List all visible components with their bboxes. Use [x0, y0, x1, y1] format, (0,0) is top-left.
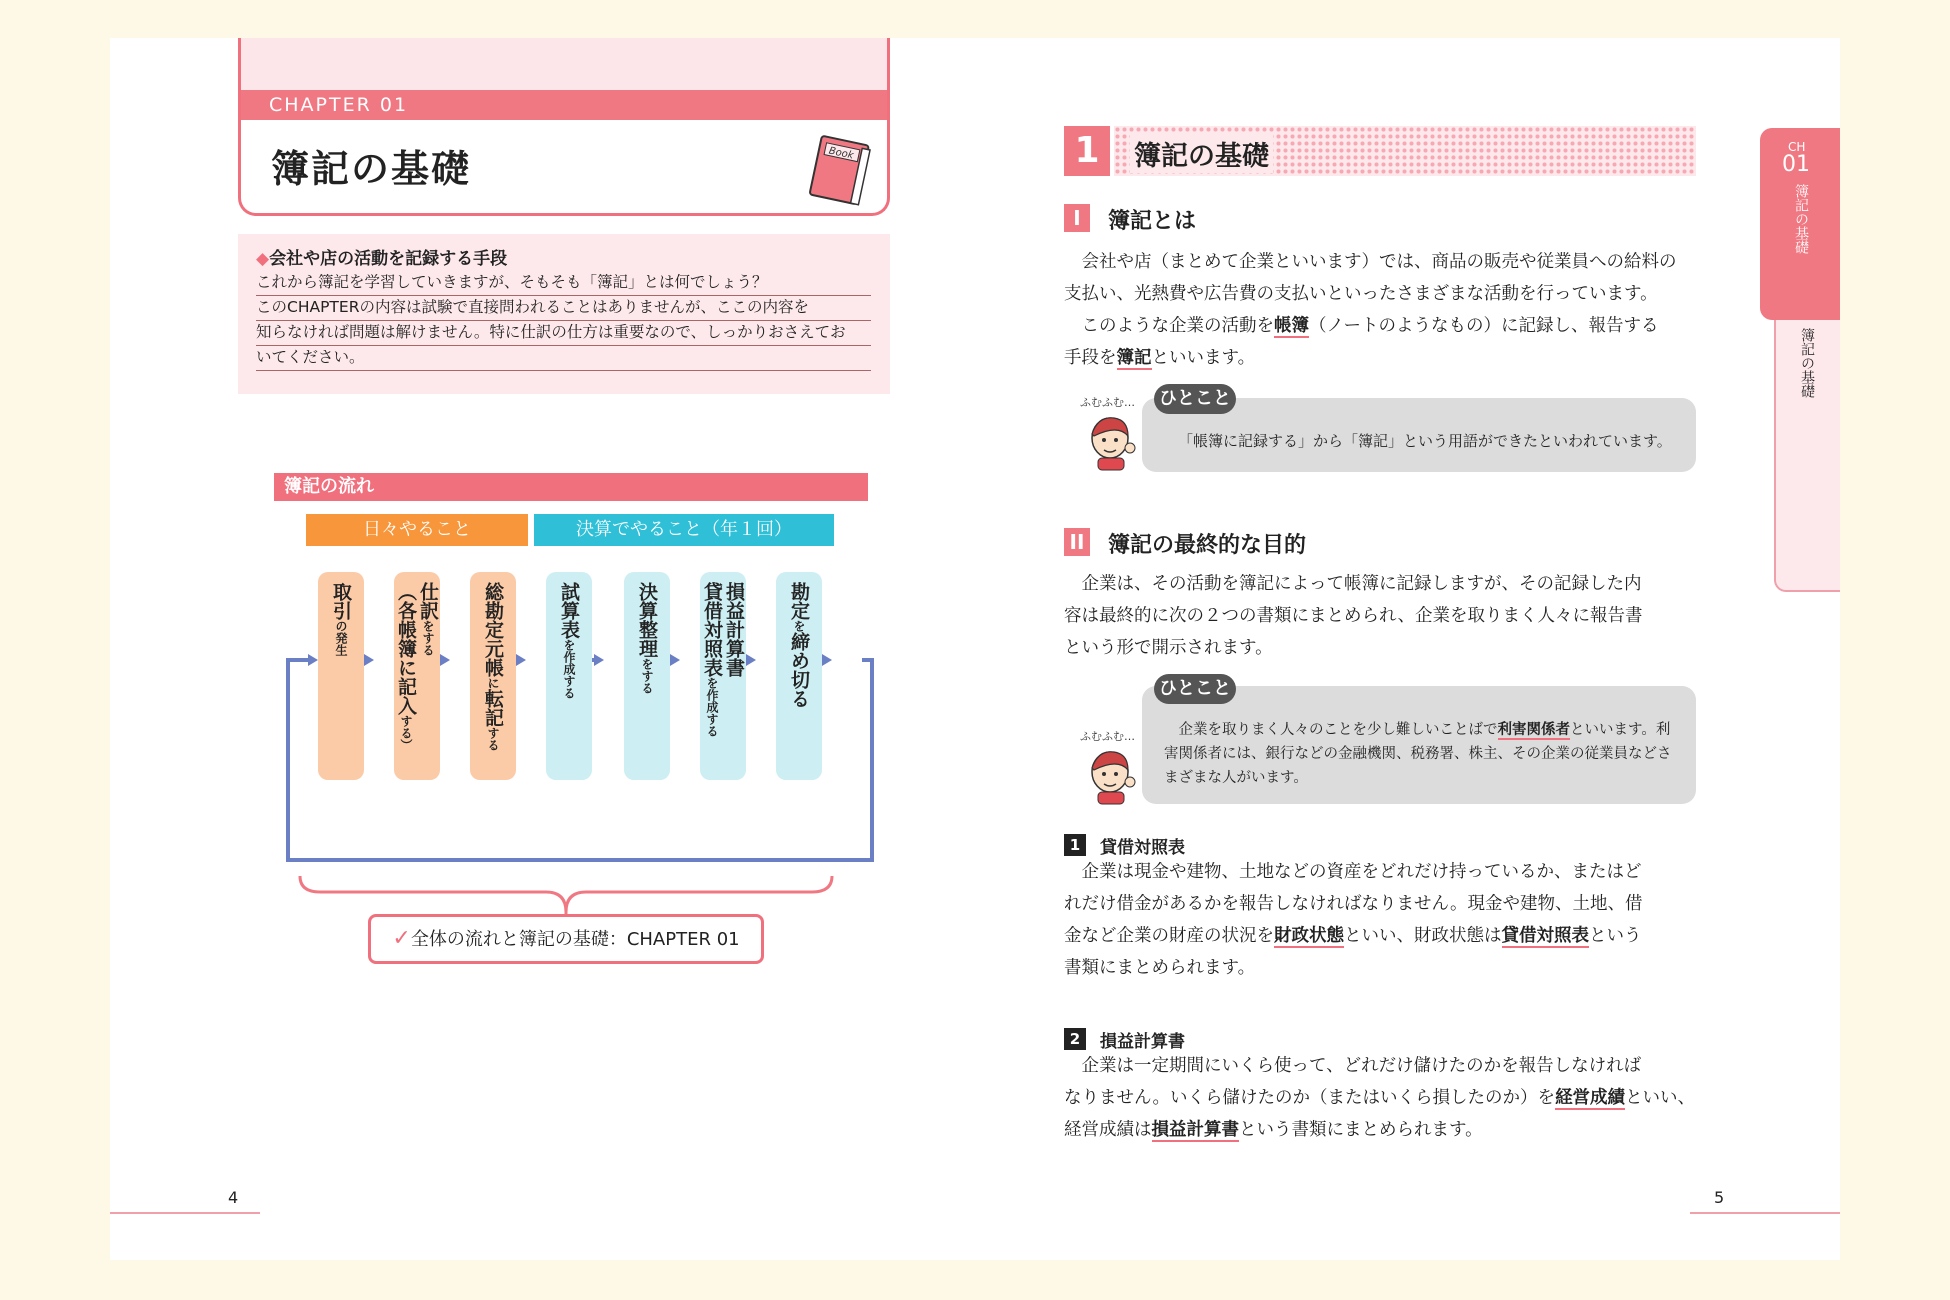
- roman-numeral-2: II: [1064, 528, 1090, 556]
- step-main: 決算整理: [636, 582, 658, 658]
- page-rule-left: [110, 1212, 260, 1214]
- body-line: 支払い、光熱費や広告費の支払いといったさまざまな活動を行っています。: [1064, 284, 1658, 304]
- character-icon: [1084, 744, 1144, 806]
- flow-step-statements: [700, 572, 746, 780]
- body-line: [1064, 342, 1704, 374]
- result-text: 全体の流れと簿記の基礎：CHAPTER 01: [410, 929, 740, 950]
- keyword: 簿記: [1116, 348, 1152, 368]
- step-sub: する: [486, 727, 500, 751]
- step-main: （各帳簿に記入: [395, 582, 417, 715]
- chapter-side-tab[interactable]: [1760, 128, 1840, 320]
- step-main: 損益計算書: [723, 582, 745, 677]
- flow-title: 簿記の流れ: [274, 473, 868, 501]
- body-line: [1064, 310, 1704, 342]
- fumu-text: ふむふむ…: [1080, 730, 1135, 743]
- body-line: 容は最終的に次の２つの書類にまとめられ、企業を取りまく人々に報告書: [1064, 606, 1643, 626]
- item-title-1: 貸借対照表: [1100, 838, 1185, 858]
- arrow-head: [364, 654, 374, 666]
- arrow-head: [308, 654, 318, 666]
- book-icon: [801, 134, 877, 208]
- text-span: といい、財政状態は: [1344, 926, 1502, 946]
- arrow-head: [670, 654, 680, 666]
- flow-step-transaction: [318, 572, 364, 780]
- chapter-title: 簿記の基礎: [271, 147, 472, 191]
- step-sub: に: [486, 677, 500, 689]
- chapter-header: [238, 38, 890, 216]
- text-span: 企業を取りまく人々のことを少し難しいことばで: [1178, 722, 1498, 738]
- item-number-2: 2: [1064, 1028, 1086, 1050]
- text-span: （ノートのようなもの）に記録し、報告する: [1309, 316, 1659, 336]
- chapter-label: CHAPTER 01: [241, 90, 887, 120]
- intro-box: [238, 234, 890, 394]
- tab-num: 01: [1782, 152, 1810, 177]
- page-rule-right: [1690, 1212, 1840, 1214]
- flow-result-box: [368, 914, 764, 964]
- step-main: 総勘定元帳: [482, 582, 504, 677]
- hitokoto-label: ひとこと: [1154, 674, 1236, 704]
- closing-label: 決算でやること（年１回）: [534, 514, 834, 546]
- step-sub: をする: [421, 620, 435, 656]
- section-number: 1: [1064, 126, 1110, 176]
- arrow-head: [746, 654, 756, 666]
- note-line: [1164, 718, 1684, 742]
- chapter-header-top: [241, 38, 887, 90]
- intro-heading: [256, 244, 507, 269]
- step-sub: する）: [399, 715, 413, 751]
- body-line: 企業は現金や建物、土地などの資産をどれだけ持っているか、またはど: [1064, 862, 1642, 882]
- note-line: 害関係者には、銀行などの金融機関、税務署、株主、その企業の従業員などさ: [1164, 746, 1672, 762]
- body-line: [1064, 920, 1704, 952]
- text-span: このような企業の活動を: [1064, 316, 1274, 336]
- book-label: Book: [827, 145, 855, 162]
- character-icon: [1084, 410, 1144, 472]
- step-sub: をする: [640, 658, 654, 694]
- tab-ch: CH: [1788, 140, 1806, 154]
- text-span: なりません。いくら儲けたのか（またはいくら損したのか）を: [1064, 1088, 1556, 1108]
- flow-step-journal: [394, 572, 440, 780]
- intro-heading-text: 会社や店の活動を記録する手段: [269, 249, 508, 269]
- step-main: 貸借対照表: [701, 582, 723, 677]
- text-span: といいます。: [1151, 348, 1256, 368]
- keyword: 帳簿: [1274, 316, 1309, 336]
- text-span: という: [1589, 926, 1642, 946]
- keyword: 経営成績: [1555, 1088, 1626, 1108]
- keyword: 財政状態: [1274, 926, 1344, 946]
- step-sub: を: [792, 620, 806, 632]
- body-line: 書類にまとめられます。: [1064, 958, 1256, 978]
- book-spread: [110, 38, 1840, 1260]
- step-sub: を作成する: [705, 677, 719, 737]
- intro-line: いてください。: [256, 345, 871, 371]
- tab-title: 簿記の基礎: [1793, 184, 1809, 254]
- check-icon: ✓: [392, 926, 411, 951]
- flow-step-trial-balance: [546, 572, 592, 780]
- brace: [300, 876, 832, 916]
- body-line: [1064, 1114, 1704, 1146]
- diamond-icon: ◆: [256, 249, 270, 269]
- keyword: 貸借対照表: [1501, 926, 1589, 946]
- page-number-left: 4: [228, 1188, 239, 1207]
- step-main: 仕訳: [417, 582, 439, 620]
- step-sub: の発生: [334, 620, 348, 656]
- note-text-2: [1164, 718, 1684, 790]
- note-line: まざまな人がいます。: [1164, 770, 1308, 786]
- text-span: という書類にまとめられます。: [1239, 1120, 1483, 1140]
- flow-step-adjustment: [624, 572, 670, 780]
- sub-heading-1: 簿記とは: [1108, 209, 1197, 234]
- body-line: という形で開示されます。: [1064, 638, 1273, 658]
- arrow-head: [440, 654, 450, 666]
- text-span: といい、: [1625, 1088, 1696, 1108]
- text-span: 手段を: [1064, 348, 1117, 368]
- chapter-side-tab-sub[interactable]: [1774, 320, 1840, 592]
- step-main: 取引: [330, 582, 352, 620]
- text-span: といいます。利: [1570, 722, 1671, 738]
- body-line: [1064, 1082, 1704, 1114]
- step-main: 勘定: [788, 582, 810, 620]
- sub-heading-2: 簿記の最終的な目的: [1108, 533, 1307, 558]
- roman-numeral-1: I: [1064, 204, 1090, 232]
- item-number-1: 1: [1064, 834, 1086, 856]
- daily-label: 日々やること: [306, 514, 528, 546]
- step-sub: を作成する: [562, 639, 576, 699]
- tab-sub-title: 簿記の基礎: [1799, 328, 1815, 398]
- note-text-1: 「帳簿に記録する」から「簿記」という用語ができたといわれています。: [1178, 432, 1672, 450]
- arrow-head: [516, 654, 526, 666]
- step-main: 転記: [482, 689, 504, 727]
- body-line: 会社や店（まとめて企業といいます）では、商品の販売や従業員への給料の: [1064, 252, 1677, 272]
- arrow-head: [822, 654, 832, 666]
- flow-step-ledger: [470, 572, 516, 780]
- item-title-2: 損益計算書: [1100, 1032, 1185, 1052]
- text-span: 経営成績は: [1064, 1120, 1152, 1140]
- step-main: 締め切る: [788, 632, 810, 708]
- body-line: れだけ借金があるかを報告しなければなりません。現金や建物、土地、借: [1064, 894, 1643, 914]
- intro-line: このCHAPTERの内容は試験で直接問われることはありませんが、ここの内容を: [256, 295, 871, 321]
- arrow-head: [594, 654, 604, 666]
- hitokoto-label: ひとこと: [1154, 384, 1236, 414]
- flow-step-closing: [776, 572, 822, 780]
- keyword: 損益計算書: [1151, 1120, 1239, 1140]
- body-line: 企業は、その活動を簿記によって帳簿に記録しますが、その記録した内: [1064, 574, 1642, 594]
- section-title: 簿記の基礎: [1130, 134, 1273, 173]
- body-line: 企業は一定期間にいくら使って、どれだけ儲けたのかを報告しなければ: [1064, 1056, 1642, 1076]
- intro-line: これから簿記を学習していきますが、そもそも「簿記」とは何でしょう？: [256, 270, 871, 296]
- page-number-right: 5: [1714, 1188, 1725, 1207]
- keyword: 利害関係者: [1497, 722, 1570, 738]
- text-span: 金など企業の財産の状況を: [1064, 926, 1274, 946]
- step-main: 試算表: [558, 582, 580, 639]
- fumu-text: ふむふむ…: [1080, 396, 1135, 409]
- intro-line: 知らなければ問題は解けません。特に仕訳の仕方は重要なので、しっかりおさえてお: [256, 320, 871, 346]
